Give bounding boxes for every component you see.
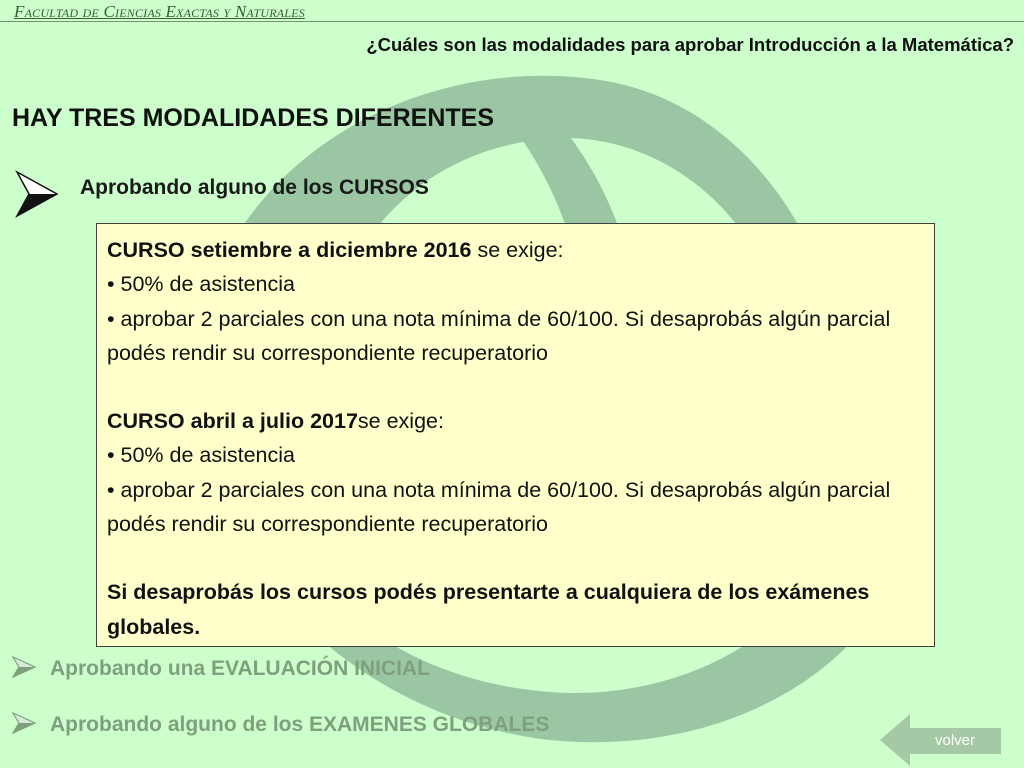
course2-attendance: • 50% de asistencia — [107, 443, 295, 468]
option-examenes-globales — [12, 712, 549, 737]
faculty-name: Facultad de Ciencias Exactas y Naturales — [14, 2, 305, 21]
course2-suffix: se exige: — [357, 409, 444, 434]
back-button[interactable]: volver — [909, 728, 1001, 754]
arrow-bullet-icon — [12, 656, 36, 678]
option-examenes-label: Aprobando alguno de los EXAMENES GLOBALES — [50, 713, 550, 736]
option-cursos: Aprobando alguno de los CURSOS — [80, 176, 429, 199]
header-divider — [0, 21, 1024, 22]
course1-title: CURSO setiembre a diciembre 2016 — [107, 238, 472, 262]
option-evaluacion-inicial — [12, 656, 430, 681]
slide-question: ¿Cuáles son las modalidades para aprobar Introducción a la Matemática? — [366, 34, 1014, 55]
arrow-bullet-icon — [12, 712, 36, 734]
course2-exams: • aprobar 2 parciales con una nota mínima de 60/100. Si desaprobás algún parcial podés rendir su correspondiente recuperatorio — [107, 477, 891, 537]
option-evaluacion-label: Aprobando una EVALUACIÓN INICIAL — [50, 657, 430, 680]
course1-suffix: se exige: — [471, 238, 564, 262]
global-exams-note: Si desaprobás los cursos podés presentarte a cualquiera de los exámenes globales. — [107, 580, 870, 639]
course2-title: CURSO abril a julio 2017 — [107, 409, 358, 434]
course1-exams: • aprobar 2 parciales con una nota mínima de 60/100. Si desaprobás algún parcial podés rendir su correspondiente recuperatorio — [107, 306, 891, 365]
course1-heading — [107, 233, 924, 267]
course2-heading — [107, 404, 924, 438]
course1-attendance: • 50% de asistencia — [107, 272, 295, 297]
page-title: HAY TRES MODALIDADES DIFERENTES — [12, 104, 495, 132]
courses-info-box — [96, 223, 935, 647]
arrow-bullet-icon — [15, 170, 59, 218]
